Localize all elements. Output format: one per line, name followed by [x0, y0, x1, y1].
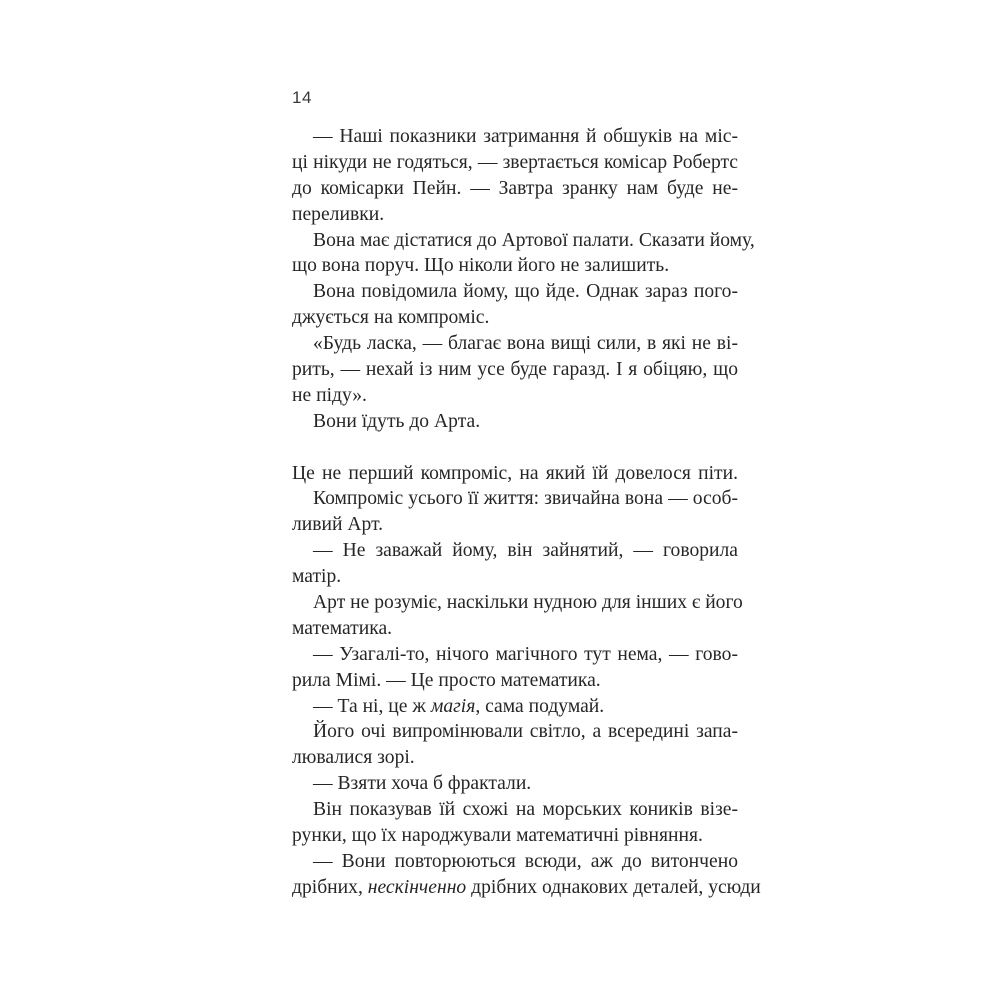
- text-line: [292, 694, 738, 720]
- text-line: лювалися зорі.: [292, 747, 415, 769]
- text-line: [292, 875, 761, 901]
- text-line: не піду».: [292, 384, 367, 406]
- text-line: — Наші показники затримання й обшуків на міс-: [313, 126, 738, 147]
- text-line: переливки.: [292, 203, 385, 225]
- italic-text: нескінченно: [367, 876, 467, 898]
- text-line: — Не заважай йому, він зайнятий, — говорила: [313, 540, 738, 562]
- text-line: — Вони повторюються всюди, аж до витончено: [313, 850, 738, 872]
- text-line: Компроміс усього її життя: звичайна вона — особ-: [313, 488, 738, 510]
- text-line: Його очі випромінювали світло, а всередині запа-: [313, 721, 738, 743]
- body-text: [292, 124, 761, 901]
- text-line: ці нікуди не годяться, — звертається комісар Робертс: [292, 151, 738, 173]
- text-fragment: , сама подумай.: [475, 695, 605, 717]
- text-line: до комісарки Пейн. — Завтра зранку нам буде не-: [292, 177, 738, 199]
- text-fragment: — Та ні, це ж: [313, 695, 431, 717]
- italic-text: магія: [430, 695, 476, 717]
- text-line: Вони їдуть до Арта.: [313, 410, 481, 432]
- text-line: — Узагалі-то, нічого магічного тут нема, — гово-: [313, 643, 738, 665]
- section-break: [292, 435, 738, 461]
- text-line: рила Мімі. — Це просто математика.: [292, 669, 601, 691]
- text-line: джується на компроміс.: [292, 307, 490, 329]
- text-line: математика.: [292, 617, 393, 639]
- text-line: Це не перший компроміс, на який їй довелося піти.: [292, 462, 738, 484]
- text-line: Арт не розуміє, наскільки нудною для інших є його: [313, 592, 743, 614]
- text-fragment: дрібних однакових деталей, усюди: [466, 876, 761, 898]
- text-line: Вона має дістатися до Артової палати. Сказати йому,: [313, 229, 755, 251]
- text-line: матір.: [292, 566, 342, 588]
- page-number: 14: [292, 88, 312, 107]
- text-line: Вона повідомила йому, що йде. Однак зараз пого-: [313, 281, 738, 303]
- text-line: ливий Арт.: [292, 514, 384, 536]
- text-line: рить, — нехай із ним усе буде гаразд. І я обіцяю, що: [292, 359, 738, 381]
- text-line: «Будь ласка, — благає вона вищі сили, в які не ві-: [313, 333, 738, 355]
- text-fragment: дрібних,: [292, 876, 368, 898]
- text-line: — Взяти хоча б фрактали.: [313, 773, 532, 795]
- text-line: рунки, що їх народжували математичні рівняння.: [292, 825, 703, 847]
- text-line: що вона поруч. Що ніколи його не залишить.: [292, 255, 670, 277]
- text-line: Він показував їй схожі на морських коників візе-: [313, 799, 738, 821]
